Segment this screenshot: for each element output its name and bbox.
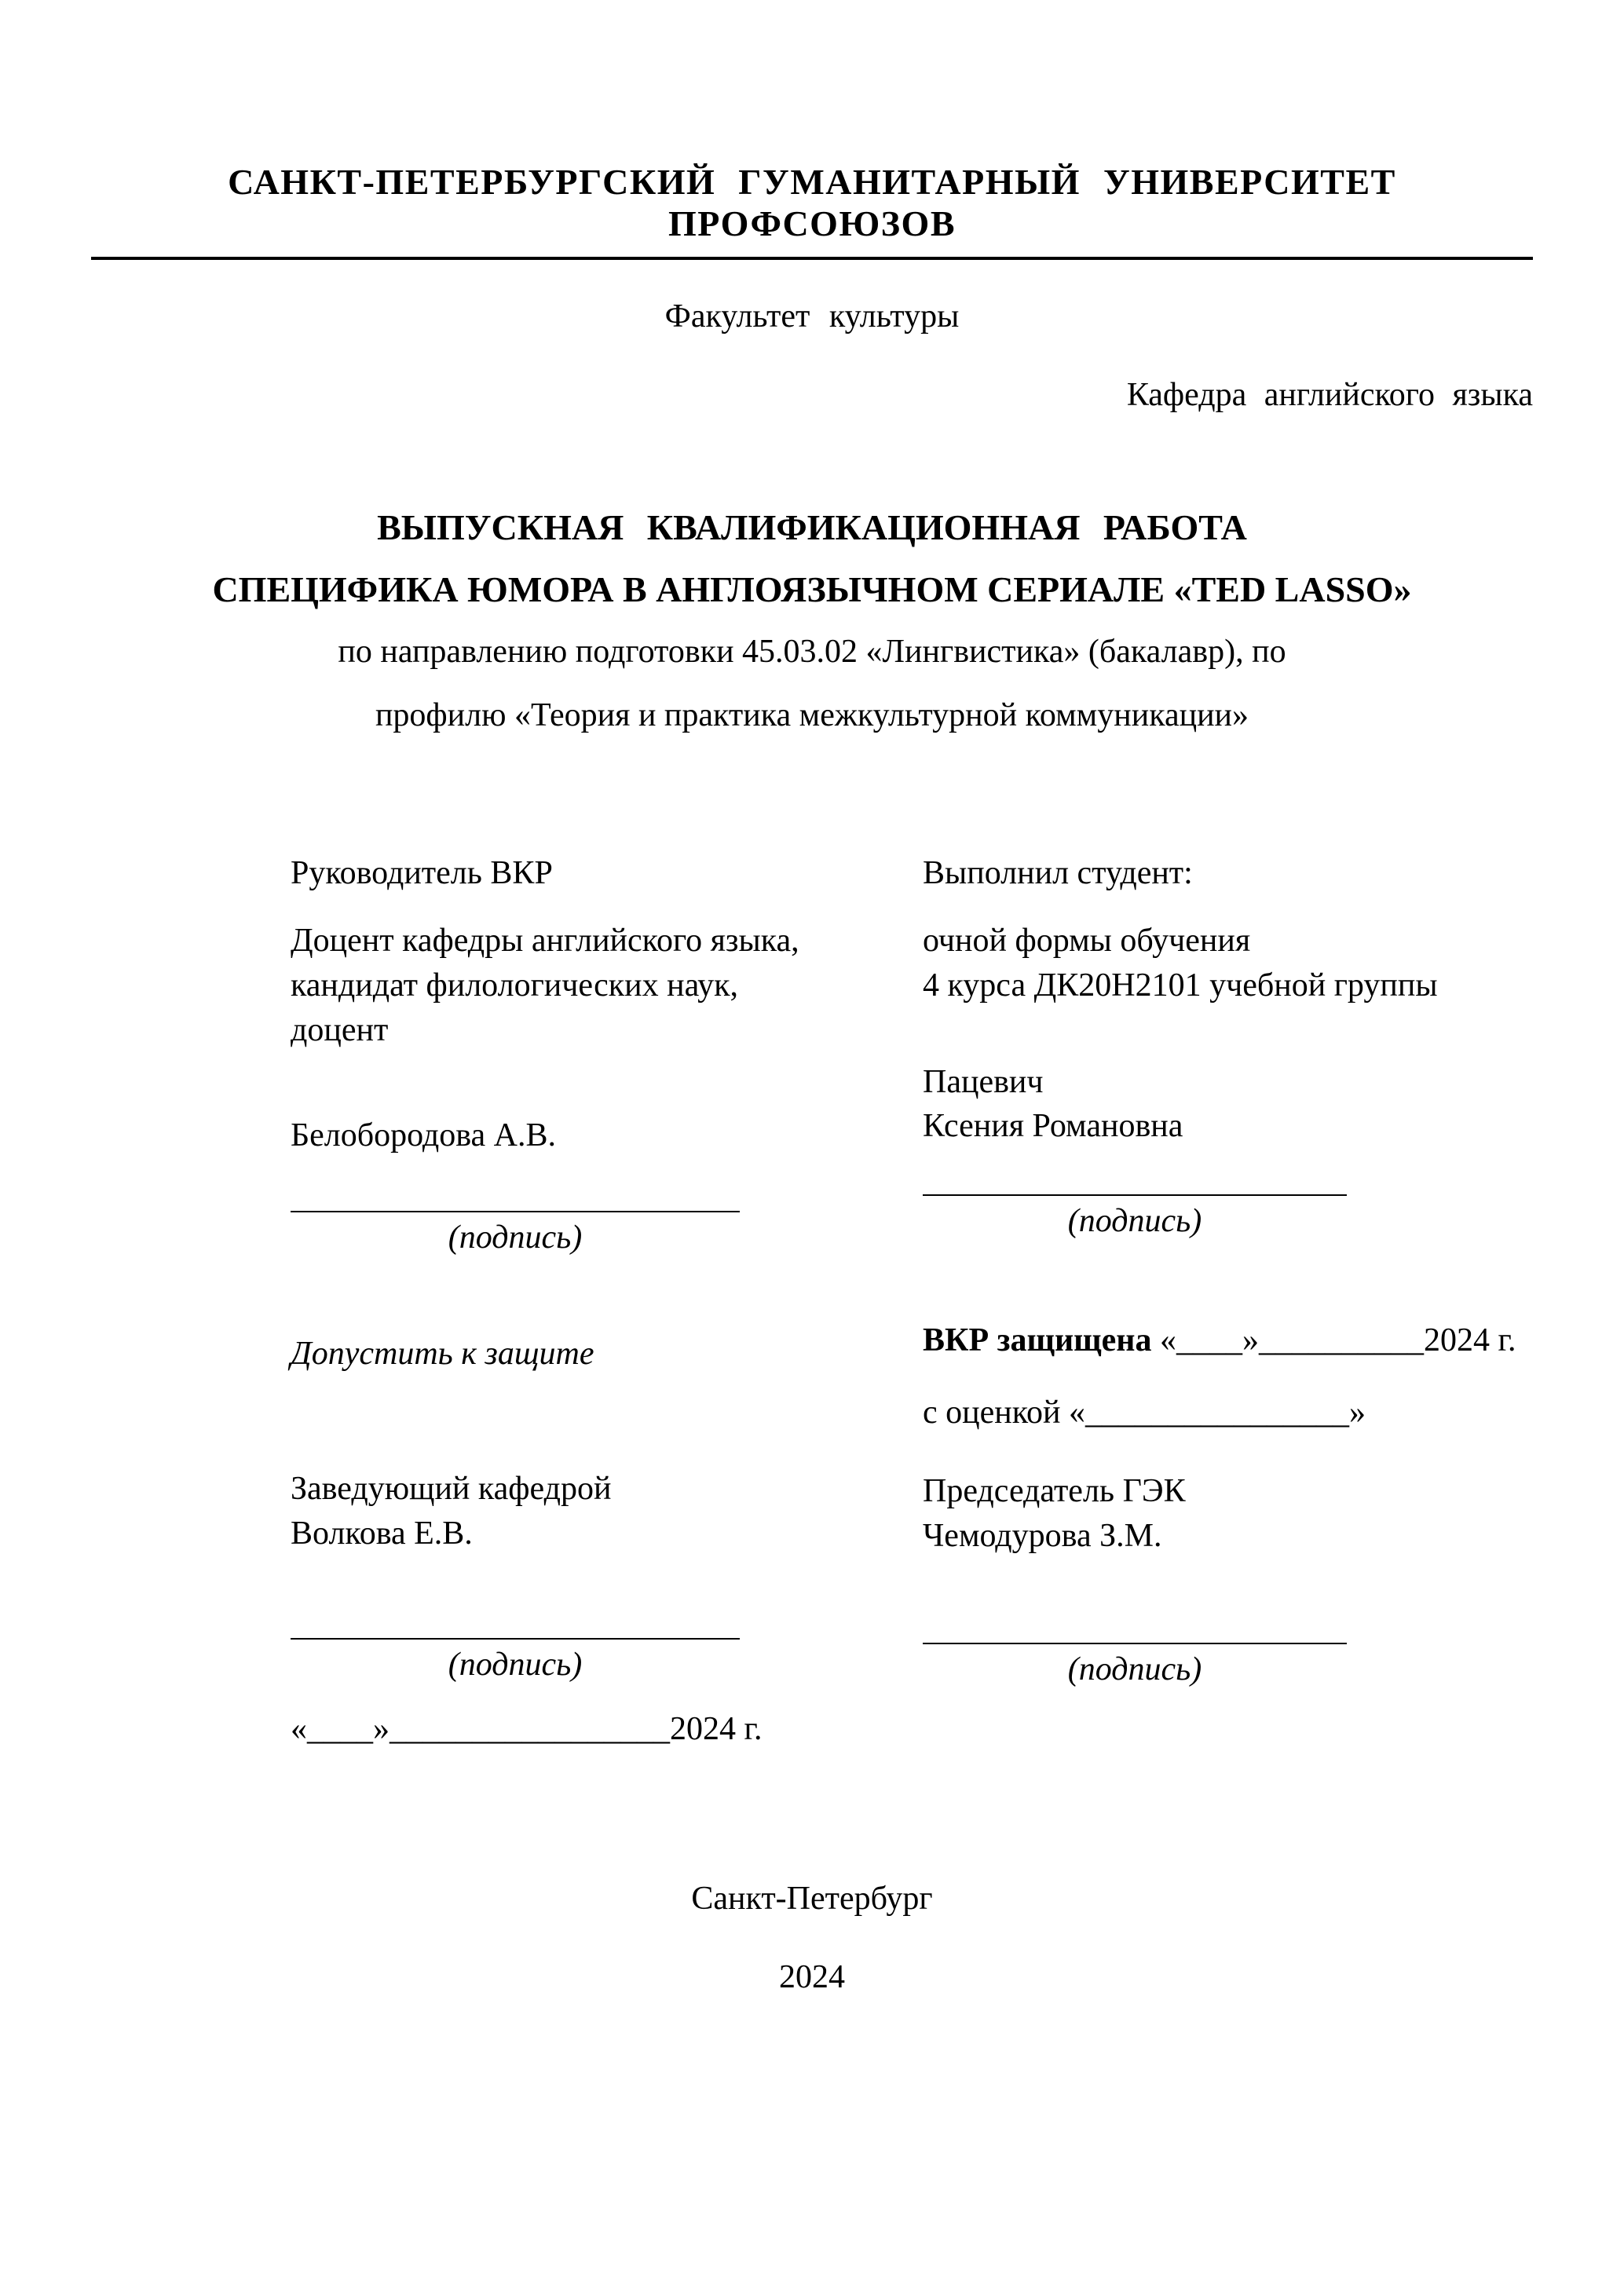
committee-chair-signature-line (923, 1641, 1347, 1644)
student-label: Выполнил студент: (923, 855, 1193, 892)
student-signature-caption: (подпись) (1067, 1202, 1202, 1239)
admit-to-defense-label: Допустить к защите (291, 1336, 594, 1373)
department-head-label: Заведующий кафедрой (291, 1471, 612, 1508)
supervisor-signature-line (291, 1209, 740, 1212)
supervisor-column (291, 854, 887, 1747)
work-type-heading: ВЫПУСКНАЯ КВАЛИФИКАЦИОННАЯ РАБОТА (377, 507, 1247, 547)
city: Санкт-Петербург (691, 1880, 933, 1917)
student-column (923, 854, 1533, 1747)
committee-chair-signature-caption: (подпись) (1067, 1651, 1202, 1688)
committee-chair-label: Председатель ГЭК (923, 1472, 1186, 1509)
student-signature-line (923, 1193, 1347, 1196)
defended-label: ВКР защищена (923, 1322, 1152, 1358)
committee-chair-name: Чемодурова З.М. (923, 1517, 1162, 1554)
student-info-line-2: 4 курса ДК20Н2101 учебной группы (923, 967, 1438, 1004)
supervisor-name: Белобородова А.В. (291, 1117, 557, 1154)
student-info (923, 919, 1533, 1007)
year: 2024 (779, 1958, 845, 1995)
supervisor-signature-caption: (подпись) (448, 1219, 583, 1256)
supervisor-position (291, 919, 887, 1052)
admission-date-line: «____»_________________2024 г. (291, 1710, 763, 1747)
thesis-title: СПЕЦИФИКА ЮМОРА В АНГЛОЯЗЫЧНОМ СЕРИАЛЕ «TED LASSO» (212, 569, 1412, 609)
defended-date-line (923, 1322, 1533, 1359)
student-name (923, 1060, 1533, 1149)
department-head-name: Волкова Е.В. (291, 1515, 473, 1552)
program-line-2: профилю «Теория и практика межкультурной коммуникации» (375, 696, 1249, 733)
supervisor-position-line-1: Доцент кафедры английского языка, (291, 923, 799, 960)
faculty-name: Факультет культуры (664, 298, 960, 335)
committee-chair-block (923, 1469, 1533, 1558)
department-head-signature-line (291, 1636, 740, 1640)
department-head-block (291, 1467, 887, 1556)
department-name: Кафедра английского языка (1126, 377, 1533, 413)
department-head-signature-caption: (подпись) (448, 1646, 583, 1683)
signatures-columns (291, 854, 1533, 1747)
supervisor-position-line-3: доцент (291, 1011, 389, 1048)
supervisor-label: Руководитель ВКР (291, 855, 553, 892)
student-info-line-1: очной формы обучения (923, 923, 1251, 960)
supervisor-position-line-2: кандидат филологических наук, (291, 967, 738, 1004)
student-given-names: Ксения Романовна (923, 1108, 1183, 1145)
program-line-1: по направлению подготовки 45.03.02 «Лингвистика» (бакалавр), по (338, 634, 1286, 670)
student-surname: Пацевич (923, 1063, 1044, 1100)
defended-date-blank: «____»__________2024 г. (1159, 1322, 1516, 1358)
grade-line: с оценкой «________________» (923, 1394, 1366, 1431)
university-name: САНКТ-ПЕТЕРБУРГСКИЙ ГУМАНИТАРНЫЙ УНИВЕРСИТЕТ ПРОФСОЮЗОВ (91, 161, 1533, 260)
